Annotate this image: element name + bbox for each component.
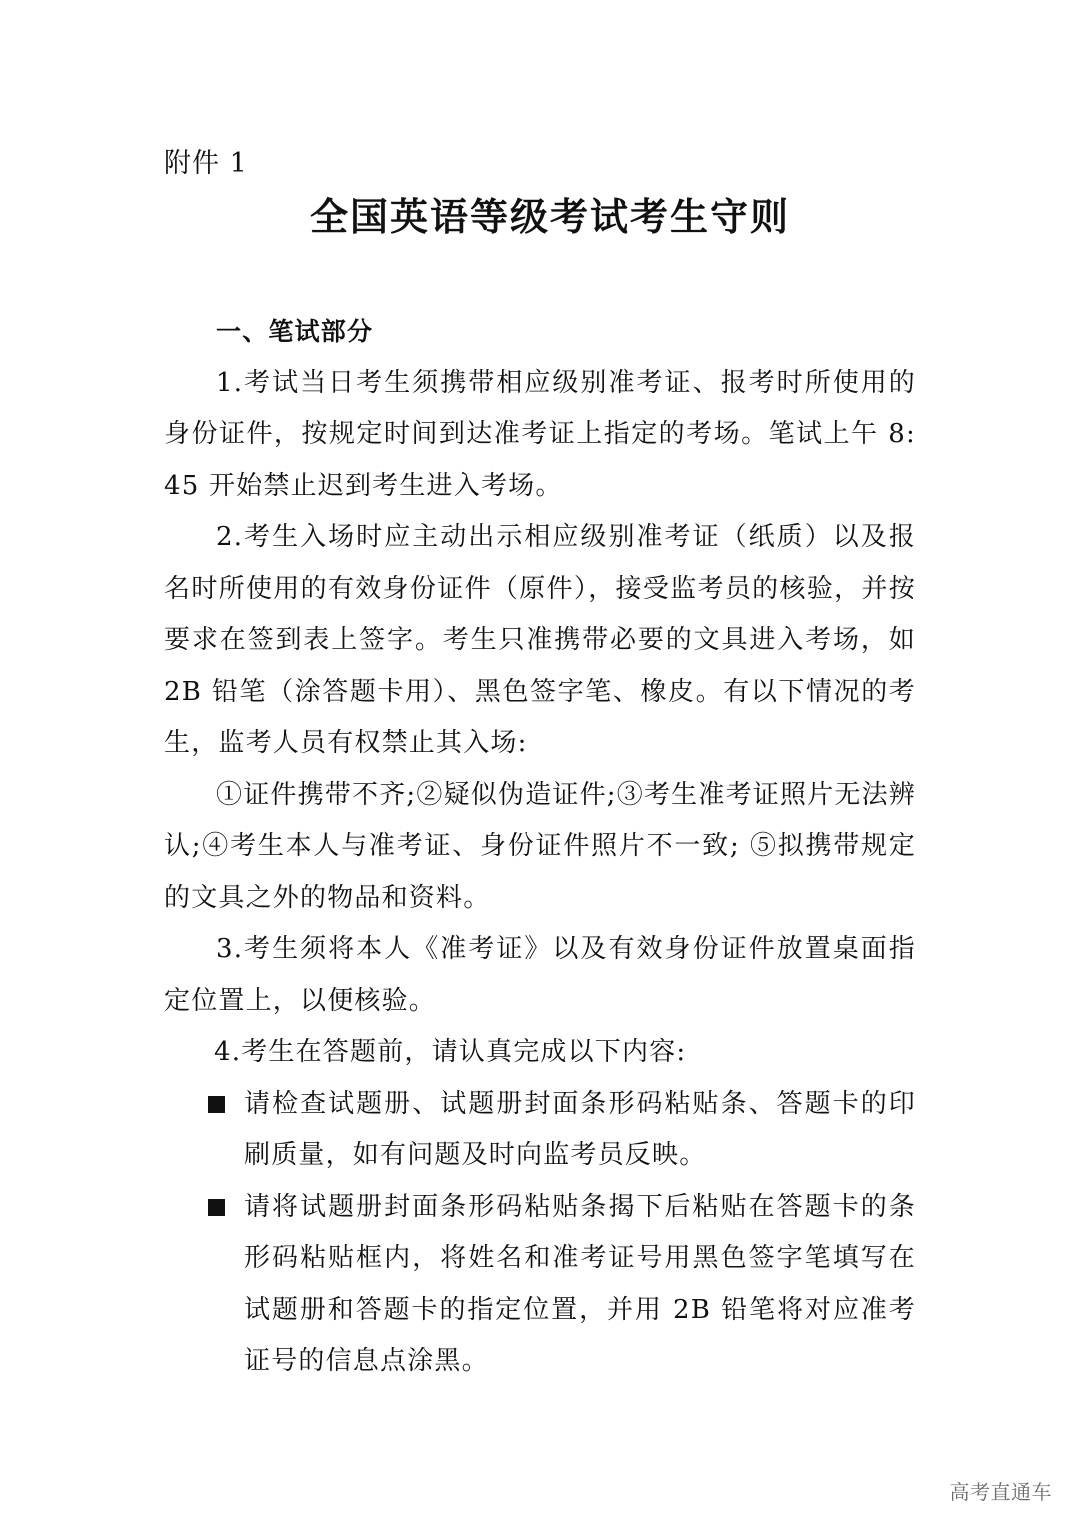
square-bullet-icon bbox=[208, 1199, 225, 1216]
square-bullet-icon bbox=[208, 1096, 225, 1113]
bullet-text: 请将试题册封面条形码粘贴条揭下后粘贴在答题卡的条形码粘贴框内，将姓名和准考证号用黑色签字笔填写在试题册和答题卡的指定位置，并用 2B 铅笔将对应准考证号的信息点涂黑。 bbox=[244, 1191, 916, 1376]
paragraph-rule-3: 3.考生须将本人《准考证》以及有效身份证件放置桌面指定位置上，以便核验。 bbox=[164, 934, 916, 1016]
section-heading: 一、笔试部分 bbox=[216, 317, 374, 346]
bullet-item bbox=[164, 1079, 916, 1182]
attachment-label: 附件 1 bbox=[164, 148, 248, 179]
document-title: 全国英语等级考试考生守则 bbox=[309, 194, 790, 239]
bullet-item bbox=[164, 1182, 916, 1388]
watermark: 高考直通车 bbox=[949, 1480, 1052, 1504]
paragraph-rule-4: 4.考生在答题前，请认真完成以下内容: bbox=[214, 1037, 687, 1067]
paragraph-rule-2-conditions: ①证件携带不齐;②疑似伪造证件;③考生准考证照片无法辨认;④考生本人与准考证、身份证件照片不一致; ⑤拟携带规定的文具之外的物品和资料。 bbox=[164, 779, 916, 913]
document-body bbox=[164, 306, 916, 1388]
paragraph-rule-2: 2.考生入场时应主动出示相应级别准考证（纸质）以及报名时所使用的有效身份证件（原件），接受监考员的核验，并按要求在签到表上签字。考生只准携带必要的文具进入考场，如 2B 铅笔（涂答题卡用）、黑色签字笔、橡皮。有以下情况的考生，监考人员有权禁止其入场: bbox=[164, 522, 916, 758]
paragraph-rule-1: 1.考试当日考生须携带相应级别准考证、报考时所使用的身份证件，按规定时间到达准考证上指定的考场。笔试上午 8: 45 开始禁止迟到考生进入考场。 bbox=[164, 367, 916, 501]
bullet-text: 请检查试题册、试题册封面条形码粘贴条、答题卡的印刷质量，如有问题及时向监考员反映。 bbox=[244, 1088, 916, 1170]
